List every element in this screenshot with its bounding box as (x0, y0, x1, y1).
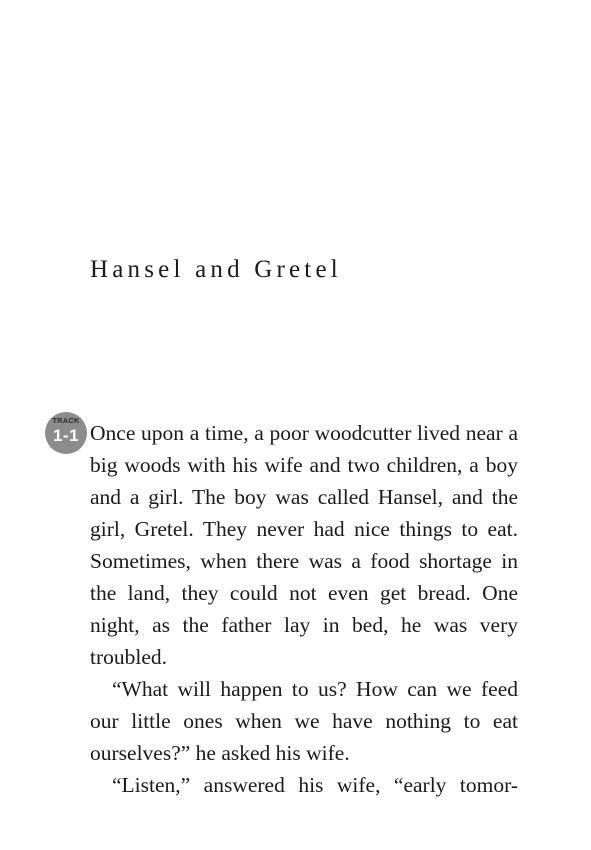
story-paragraph-2: “What will happen to us? How can we feed our little ones when we have nothing to eat ourselves?” he asked his wife. (90, 677, 518, 765)
page-title: Hansel and Gretel (90, 256, 342, 283)
track-number: 1-1 (52, 426, 80, 445)
track-badge (45, 412, 87, 454)
story-paragraph-1: Once upon a time, a poor woodcutter lived near a big woods with his wife and two children, a boy and a girl. The boy was called Hansel, and the girl, Gretel. They never had nice things to eat. Sometimes, when there was a food shortage in the land, they could not even get bread. One night, as the father lay in bed, he was very troubled. (90, 421, 518, 669)
story-text (90, 417, 518, 801)
track-label: TRACK (52, 416, 80, 425)
story-paragraph-3: “Listen,” answered his wife, “early tomor- (112, 773, 518, 797)
